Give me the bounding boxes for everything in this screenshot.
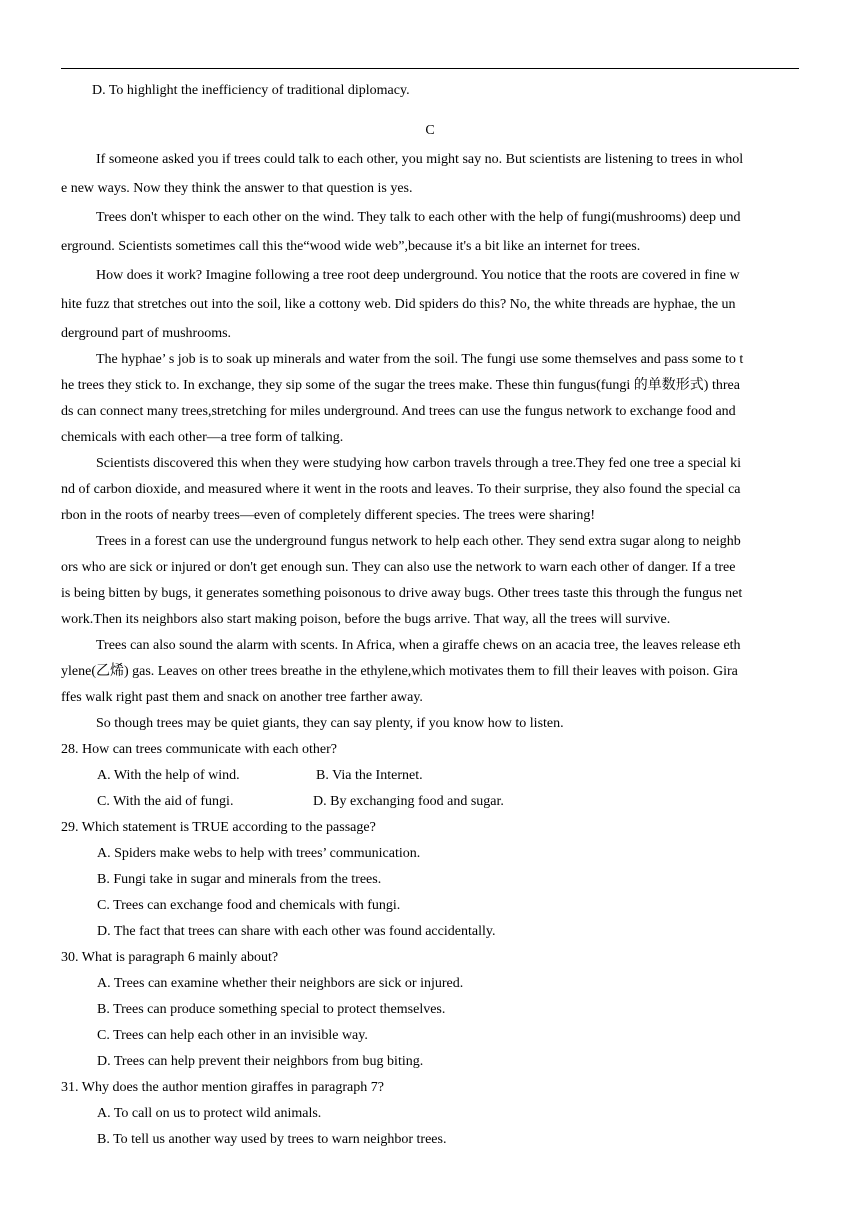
- option-d: D. By exchanging food and sugar.: [313, 794, 504, 809]
- option-a: A. Spiders make webs to help with trees’ communication.: [97, 846, 421, 861]
- header-rule: [61, 68, 799, 69]
- option-c: C. Trees can help each other in an invisible way.: [97, 1028, 368, 1043]
- option-b: B. Fungi take in sugar and minerals from the trees.: [97, 872, 382, 887]
- passage-line: chemicals with each other—a tree form of talking.: [61, 430, 344, 445]
- option-b: B. Via the Internet.: [316, 768, 423, 783]
- option-d: D. The fact that trees can share with each other was found accidentally.: [97, 924, 496, 939]
- passage-line: is being bitten by bugs, it generates something poisonous to drive away bugs. Other trees taste this through the fungus net: [61, 586, 743, 601]
- passage-line: ds can connect many trees,stretching for miles underground. And trees can use the fungus network to exchange food and: [61, 404, 736, 419]
- passage-line: Scientists discovered this when they were studying how carbon travels through a tree.They fed one tree a special ki: [96, 456, 741, 471]
- previous-option-d: D. To highlight the inefficiency of traditional diplomacy.: [92, 83, 410, 98]
- option-a: A. To call on us to protect wild animals.: [97, 1106, 322, 1121]
- option-c: C. With the aid of fungi.: [97, 794, 234, 809]
- section-label: C: [425, 123, 435, 138]
- option-a: A. With the help of wind.: [97, 768, 240, 783]
- question-stem: 28. How can trees communicate with each other?: [61, 742, 338, 757]
- passage-line: erground. Scientists sometimes call this the“wood wide web”,because it's a bit like an internet for trees.: [61, 239, 641, 254]
- option-d: D. Trees can help prevent their neighbors from bug biting.: [97, 1054, 424, 1069]
- passage-line: If someone asked you if trees could talk to each other, you might say no. But scientists are listening to trees in whol: [96, 152, 744, 167]
- passage-line: The hyphae’ s job is to soak up minerals and water from the soil. The fungi use some themselves and pass some to t: [96, 352, 744, 367]
- passage-line: rbon in the roots of nearby trees—even of completely different species. The trees were sharing!: [61, 508, 596, 523]
- passage-line: hite fuzz that stretches out into the soil, like a cottony web. Did spiders do this? No, the white threads are hyphae, the un: [61, 297, 736, 312]
- option-c: C. Trees can exchange food and chemicals with fungi.: [97, 898, 401, 913]
- passage-line: nd of carbon dioxide, and measured where it went in the roots and leaves. To their surprise, they also found the special ca: [61, 482, 741, 497]
- question-stem: 29. Which statement is TRUE according to the passage?: [61, 820, 376, 835]
- passage-line: Trees don't whisper to each other on the wind. They talk to each other with the help of fungi(mushrooms) deep und: [96, 210, 741, 225]
- option-b: B. To tell us another way used by trees to warn neighbor trees.: [97, 1132, 447, 1147]
- passage-line: he trees they stick to. In exchange, they sip some of the sugar the trees make. These thin fungus(fungi 的单数形式) threa: [61, 378, 740, 393]
- passage-line: Trees can also sound the alarm with scents. In Africa, when a giraffe chews on an acacia tree, the leaves release eth: [96, 638, 741, 653]
- passage-line: work.Then its neighbors also start making poison, before the bugs arrive. That way, all the trees will survive.: [61, 612, 671, 627]
- passage-line: ors who are sick or injured or don't get enough sun. They can also use the network to warn each other of danger. If a tree: [61, 560, 736, 575]
- passage-line: ylene(乙烯) gas. Leaves on other trees breathe in the ethylene,which motivates them to fill their leaves with poison. Gira: [61, 664, 738, 679]
- question-stem: 31. Why does the author mention giraffes in paragraph 7?: [61, 1080, 384, 1095]
- passage-line: How does it work? Imagine following a tree root deep underground. You notice that the roots are covered in fine w: [96, 268, 740, 283]
- question-stem: 30. What is paragraph 6 mainly about?: [61, 950, 279, 965]
- passage-line: ffes walk right past them and snack on another tree farther away.: [61, 690, 423, 705]
- option-a: A. Trees can examine whether their neighbors are sick or injured.: [97, 976, 464, 991]
- passage-line: derground part of mushrooms.: [61, 326, 232, 341]
- passage-line: Trees in a forest can use the underground fungus network to help each other. They send extra sugar along to neighb: [96, 534, 741, 549]
- passage-line: So though trees may be quiet giants, they can say plenty, if you know how to listen.: [96, 716, 564, 731]
- option-b: B. Trees can produce something special to protect themselves.: [97, 1002, 446, 1017]
- passage-line: e new ways. Now they think the answer to that question is yes.: [61, 181, 413, 196]
